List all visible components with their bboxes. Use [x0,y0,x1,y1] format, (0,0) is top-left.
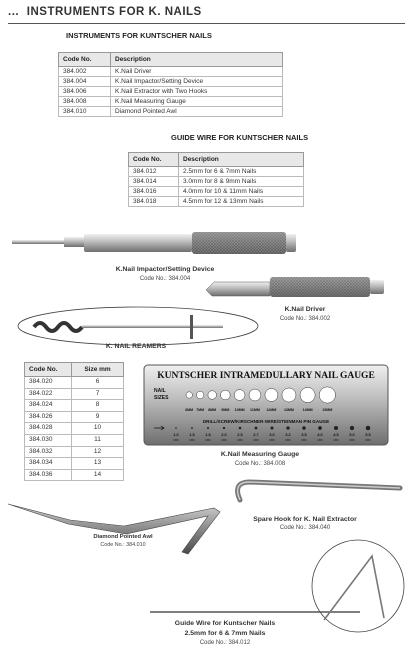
gauge-nail-size-label: 11MM [250,408,260,412]
gauge-wire-hole [191,427,193,429]
reamers-header-1: Size mm [72,363,124,377]
gauge-nail-label-2: SIZES [154,395,169,401]
instruments-cell: K.Nail Driver [111,67,283,77]
reamers-cell: 384.028 [25,423,72,435]
gauge-hole [208,391,217,400]
header-prefix: ... [8,6,20,18]
gauge-hole [186,392,192,398]
gauge-wire-label: DRILL/SCREW/KIRSCHNER-WIRE/STEINMAN PIN GAUGE [202,419,330,424]
reamers-cell: 384.032 [25,446,72,458]
gauge-wire-unit-label: MM [333,438,339,442]
driver-image [204,272,388,300]
table-row [25,388,124,400]
gauge-wire-hole [239,427,242,430]
gauge-wire-unit-label: MM [205,438,211,442]
gauge-wire-unit-label: MM [285,438,291,442]
reamers-cell: 10 [72,423,124,435]
reamers-cell: 384.030 [25,434,72,446]
table-row [59,77,283,87]
guide-wire-code: Code No.: 384.012 [199,640,251,646]
table-row [129,167,304,177]
gauge-wire-size-label: 3.5 [301,433,307,437]
gauge-caption: K.Nail Measuring Gauge [220,451,300,458]
gauge-hole [265,389,278,402]
table-row [129,187,304,197]
page-header [8,6,202,18]
reamers-cell: 384.020 [25,377,72,389]
reamer-image [16,305,260,347]
reamers-cell: 11 [72,434,124,446]
table-row [25,400,124,412]
instruments-cell: 384.008 [59,97,111,107]
nail-gauge-image [142,363,390,449]
gauge-hole [300,387,315,402]
guide-wire-cell: 3.0mm for 8 & 9mm Nails [179,177,304,187]
gauge-wire-hole [318,426,322,430]
guide-wire-caption-1: Guide Wire for Kuntscher Nails [174,620,276,627]
impactor-caption: K.Nail Impactor/Setting Device [115,266,215,273]
reamers-cell: 8 [72,400,124,412]
gauge-nail-size-label: 6MM [185,408,194,412]
gauge-wire-size-label: 1.0 [173,433,179,437]
table-row [25,458,124,470]
table-row [25,423,124,435]
reamers-table [24,362,124,481]
reamers-title: K. NAIL REAMERS [105,343,167,350]
gauge-wire-hole [334,426,338,430]
table-row [25,377,124,389]
gauge-wire-unit-label: MM [365,438,371,442]
reamers-header-0: Code No. [25,363,72,377]
gauge-wire-size-label: 5.5 [365,433,371,437]
reamers-cell: 9 [72,411,124,423]
table-row [25,446,124,458]
instruments-cell: 384.010 [59,107,111,117]
gauge-wire-hole [366,426,370,430]
guide-wire-cell: 4.5mm for 12 & 13mm Nails [179,197,304,207]
table-row [59,97,283,107]
reamers-cell: 6 [72,377,124,389]
gauge-hole [249,389,261,401]
instruments-cell: 384.006 [59,87,111,97]
guide-wire-header-0: Code No. [129,153,179,167]
gauge-hole [319,387,335,403]
gauge-wire-unit-label: MM [269,438,275,442]
gauge-wire-hole [286,426,289,429]
gauge-wire-hole [207,427,209,429]
instruments-cell: Diamond Pointed Awl [111,107,283,117]
gauge-wire-size-label: 1.5 [189,433,195,437]
reamers-cell: 384.036 [25,469,72,481]
gauge-hole [282,388,296,402]
gauge-nail-size-label: 9MM [221,408,230,412]
table-row [59,107,283,117]
reamers-cell: 7 [72,388,124,400]
guide-wire-header-1: Description [179,153,304,167]
gauge-nail-size-label: 13MM [283,408,294,412]
gauge-wire-unit-label: MM [253,438,259,442]
gauge-nail-label-1: NAIL [154,388,166,394]
guide-wire-caption-2: 2.5mm for 6 & 7mm Nails [184,630,266,637]
table-row [59,67,283,77]
page-title: INSTRUMENTS FOR K. NAILS [26,6,202,18]
reamers-cell: 13 [72,458,124,470]
guide-wire-cell: 2.5mm for 6 & 7mm Nails [179,167,304,177]
table-row [59,87,283,97]
gauge-wire-size-label: 2.7 [253,433,259,437]
guide-wire-table [128,152,304,207]
gauge-wire-size-label: 3.0 [269,433,275,437]
table-row [129,177,304,187]
guide-wire-cell: 384.018 [129,197,179,207]
gauge-hole [221,390,231,400]
driver-caption: K.Nail Driver [284,306,326,313]
reamers-cell: 384.034 [25,458,72,470]
driver-code: Code No.: 384.002 [279,316,331,322]
spare-hook-image [232,474,404,510]
guide-wire-cell: 4.0mm for 10 & 11mm Nails [179,187,304,197]
gauge-wire-size-label: 2.5 [237,433,243,437]
reamers-cell: 14 [72,469,124,481]
reamers-cell: 12 [72,446,124,458]
reamers-cell: 384.024 [25,400,72,412]
guide-wire-cell: 384.016 [129,187,179,197]
gauge-wire-size-label: 5.0 [349,433,355,437]
gauge-hole [196,391,204,399]
gauge-wire-size-label: 4.5 [333,433,339,437]
gauge-nail-size-label: 15MM [322,408,333,412]
gauge-hole [234,390,245,401]
gauge-wire-unit-label: MM [237,438,243,442]
instruments-header-1: Description [111,53,283,67]
impactor-image [8,226,298,262]
gauge-wire-unit-label: MM [317,438,323,442]
instruments-cell: K.Nail Extractor with Two Hooks [111,87,283,97]
hook-code: Code No.: 384.040 [279,525,331,531]
table-row [25,411,124,423]
instruments-cell: K.Nail Impactor/Setting Device [111,77,283,87]
gauge-wire-unit-label: MM [189,438,195,442]
gauge-nail-size-label: 8MM [208,408,217,412]
gauge-wire-unit-label: MM [221,438,227,442]
guide-wire-cell: 384.014 [129,177,179,187]
gauge-nail-size-label: 10MM [234,408,245,412]
gauge-wire-size-label: 4.0 [317,433,323,437]
table-row [25,469,124,481]
gauge-wire-hole [270,426,273,429]
guide-wire-cell: 384.012 [129,167,179,177]
gauge-wire-size-label: 2.0 [221,433,227,437]
impactor-code: Code No.: 384.004 [139,276,191,282]
gauge-wire-unit-label: MM [173,438,179,442]
gauge-nail-size-label: 12MM [266,408,277,412]
table-row [129,197,304,207]
table-row [25,434,124,446]
gauge-wire-hole [302,426,306,430]
instruments-header-0: Code No. [59,53,111,67]
gauge-wire-hole [350,426,354,430]
instruments-table-title: INSTRUMENTS FOR KUNTSCHER NAILS [66,31,212,40]
reamers-cell: 384.026 [25,411,72,423]
gauge-wire-hole [223,427,225,429]
gauge-wire-size-label: 3.2 [285,433,291,437]
gauge-code: Code No.: 384.008 [234,461,286,467]
gauge-wire-hole [175,427,177,429]
instruments-cell: 384.004 [59,77,111,87]
gauge-plate-title: KUNTSCHER INTRAMEDULLARY NAIL GAUGE [157,371,375,381]
gauge-wire-size-label: 1.8 [205,433,211,437]
gauge-nail-size-label: 7MM [196,408,205,412]
gauge-wire-unit-label: MM [349,438,355,442]
gauge-wire-hole [255,427,258,430]
awl-code: Code No.: 384.010 [100,542,146,548]
instruments-cell: 384.002 [59,67,111,77]
hook-caption: Spare Hook for K. Nail Extractor [253,516,357,523]
header-rule [8,23,405,24]
instruments-table [58,52,283,117]
gauge-nail-size-label: 14MM [302,408,313,412]
awl-caption: Diamond Pointed Awl [93,534,153,540]
instruments-cell: K.Nail Measuring Gauge [111,97,283,107]
guide-wire-table-title: GUIDE WIRE FOR KUNTSCHER NAILS [171,133,309,142]
reamers-cell: 384.022 [25,388,72,400]
gauge-wire-unit-label: MM [301,438,307,442]
